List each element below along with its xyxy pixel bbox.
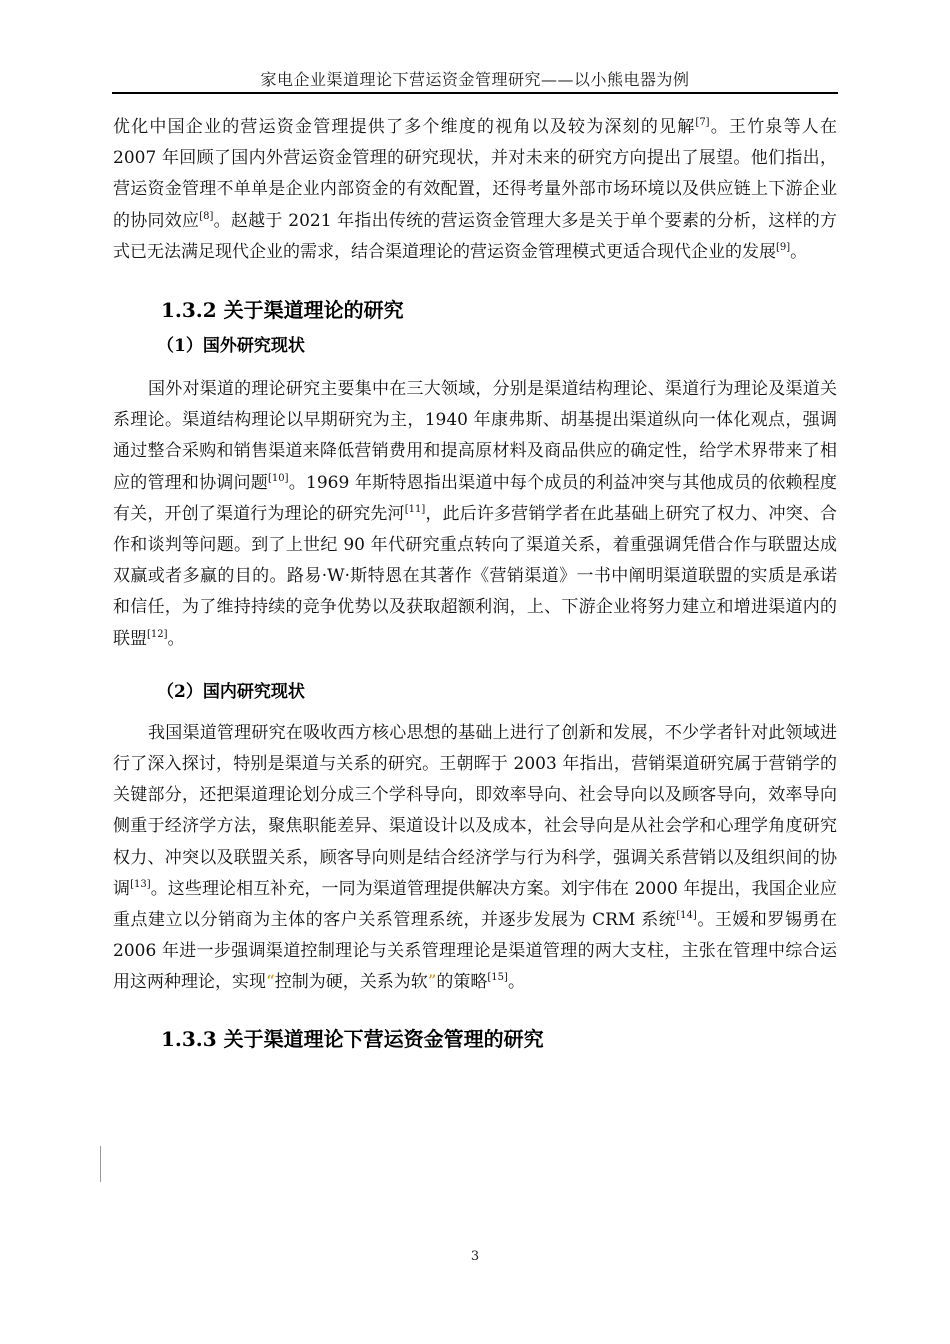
paragraph-domestic-research: 我国渠道管理研究在吸收西方核心思想的基础上进行了创新和发展，不少学者针对此领域进行了深入探讨，特别是渠道与关系的研究。王朝晖于 2003 年指出，营销渠道研究属于营销学的关键部分，还把渠道理论划分成三个学科导向，即效率导向、社会导向以及顾客导向，效率导向侧重于经济学方法，聚焦职能差异、渠道设计以及成本，社会导向是从社会学和心理学角度研究权力、冲突以及联盟关系，顾客导向则是结合经济学与行为科学，强调关系营销以及组织间的协调[13]。这些理论相互补充，一同为渠道管理提供解决方案。刘宇伟在 2000 年提出，我国企业应重点建立以分销商为主体的客户关系管理系统，并逐步发展为 CRM 系统[14]。王媛和罗锡勇在 2006 年进一步强调渠道控制理论与关系管理理论是渠道管理的两大支柱，主张在管理中综合运用这两种理论，实现“控制为硬，关系为软”的策略[15]。 [113, 722, 838, 993]
close-quote: ” [427, 972, 437, 993]
citation-7: [7] [695, 117, 710, 128]
open-quote: “ [266, 972, 275, 993]
paragraph-foreign-research: 国外对渠道的理论研究主要集中在三大领域，分别是渠道结构理论、渠道行为理论及渠道关系理论。渠道结构理论以早期研究为主，1940 年康弗斯、胡基提出渠道纵向一体化观点，强调通过整合采购和销售渠道来降低营销费用和提高原材料及商品供应的确定性，给学术界带来了相应的管理和协调问题[10]。1969 年斯特恩指出渠道中每个成员的利益冲突与其他成员的依赖程度有关，开创了渠道行为理论的研究先河[11]，此后许多营销学者在此基础上研究了权力、冲突、合作和谈判等问题。到了上世纪 90 年代研究重点转向了渠道关系，着重强调凭借合作与联盟达成双赢或者多赢的目的。路易·W·斯特恩在其著作《营销渠道》一书中阐明渠道联盟的实质是承诺和信任，为了维持持续的竞争优势以及获取超额利润，上、下游企业将努力建立和增进渠道内的联盟[12]。 [113, 379, 838, 649]
page-number: 3 [470, 1249, 480, 1264]
section-heading-1-3-2: 1.3.2 关于渠道理论的研究 [161, 298, 404, 323]
citation-15: [15] [487, 972, 508, 984]
page-body [113, 112, 837, 1052]
citation-12: [12] [147, 628, 168, 640]
subheading-foreign-research: （1）国外研究现状 [157, 336, 305, 357]
citation-11: [11] [404, 503, 426, 515]
citation-10: [10] [268, 472, 289, 484]
running-header: 家电企业渠道理论下营运资金管理研究——以小熊电器为例 [260, 70, 690, 89]
revision-change-bar [100, 1146, 101, 1182]
subheading-domestic-research: （2）国内研究现状 [157, 681, 305, 702]
citation-14: [14] [676, 910, 697, 922]
paragraph-working-capital-review: 优化中国企业的营运资金管理提供了多个维度的视角以及较为深刻的见解[7]。王竹泉等人在 2007 年回顾了国内外营运资金管理的研究现状，并对未来的研究方向提出了展望。他们指出，营运资金管理不单单是企业内部资金的有效配置，还得考量外部市场环境以及供应链上下游企业的协同效应[8]。赵越于 2021 年指出传统的营运资金管理大多是关于单个要素的分析，这样的方式已无法满足现代企业的需求，结合渠道理论的营运资金管理模式更适合现代企业的发展[9]。 [113, 117, 837, 262]
citation-9: [9] [776, 241, 791, 253]
header-rule [112, 92, 838, 94]
section-heading-1-3-3: 1.3.3 关于渠道理论下营运资金管理的研究 [161, 1026, 544, 1051]
citation-8: [8] [199, 210, 214, 222]
citation-13: [13] [130, 878, 151, 890]
